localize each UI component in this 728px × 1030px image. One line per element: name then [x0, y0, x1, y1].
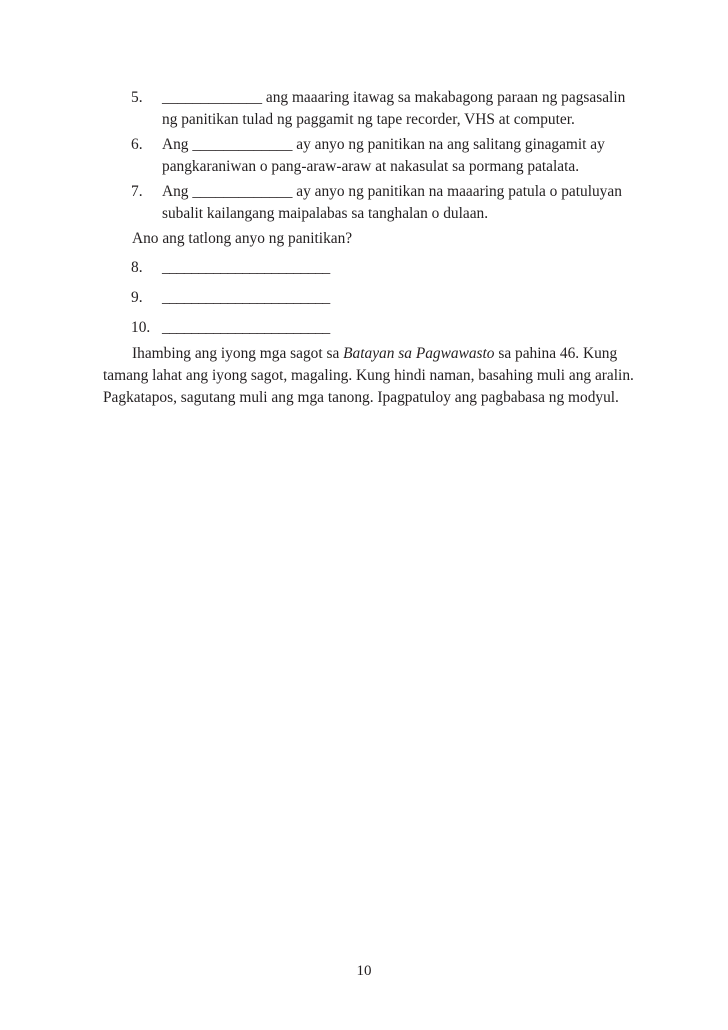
question-item-6: [131, 134, 651, 178]
instructions-text: Ihambing ang iyong mga sagot sa: [132, 345, 344, 362]
item-number: 9.: [131, 289, 143, 306]
item-text-line-1: Ang _____________ ay anyo ng panitikan na ang salitang ginagamit ay: [162, 136, 605, 153]
item-number: 8.: [131, 259, 143, 276]
instructions-line-2: tamang lahat ang iyong sagot, magaling. Kung hindi naman, basahing muli ang aralin.: [103, 367, 634, 384]
page-number: 10: [356, 963, 372, 979]
item-text-line-1: _____________ ang maaaring itawag sa makabagong paraan ng pagsasalin: [162, 89, 626, 106]
instructions-line-1: [103, 343, 628, 365]
answer-blank-10[interactable]: _______________________: [162, 319, 330, 336]
question-item-5: [131, 87, 651, 131]
item-text-line-1: Ang _____________ ay anyo ng panitikan na maaaring patula o patuluyan: [162, 183, 622, 200]
item-number: 5.: [131, 89, 143, 106]
instructions-paragraph: [103, 343, 634, 409]
item-number: 6.: [131, 136, 143, 153]
instructions-line-3: Pagkatapos, sagutang muli ang mga tanong. Ipagpatuloy ang pagbabasa ng modyul.: [103, 389, 619, 406]
section-question: Ano ang tatlong anyo ng panitikan?: [132, 230, 353, 247]
reference-title: Batayan sa Pagwawasto: [343, 345, 495, 362]
answer-blank-9[interactable]: _______________________: [162, 289, 330, 306]
instructions-text: sa pahina 46. Kung: [494, 345, 618, 362]
item-text-line-2: pangkaraniwan o pang-araw-araw at nakasulat sa pormang patalata.: [162, 158, 580, 175]
answer-blank-8[interactable]: _______________________: [162, 259, 330, 276]
item-number: 10.: [131, 319, 151, 336]
item-text-line-2: ng panitikan tulad ng paggamit ng tape recorder, VHS at computer.: [162, 111, 575, 128]
item-text-line-2: subalit kailangang maipalabas sa tanghalan o dulaan.: [162, 205, 489, 222]
question-item-7: [131, 181, 651, 225]
item-number: 7.: [131, 183, 143, 200]
